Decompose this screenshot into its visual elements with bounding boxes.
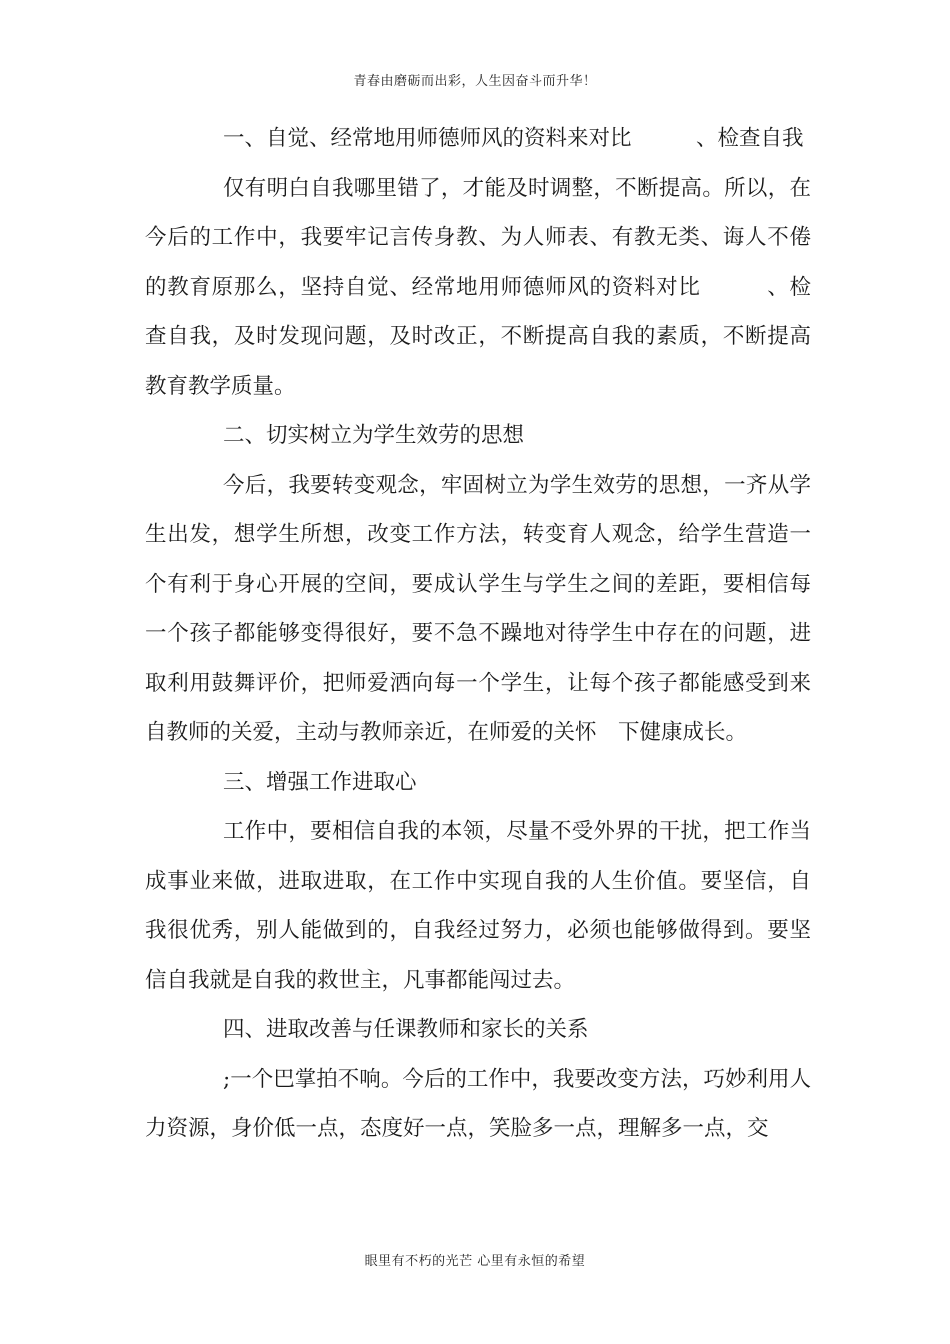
document-body <box>145 114 811 1154</box>
paragraph-2: 今后，我要转变观念，牢固树立为学生效劳的思想，一齐从学生出发，想学生所想，改变工作方法，转变育人观念，给学生营造一个有利于身心开展的空间，要成认学生与学生之间的差距，要相信每一个孩子都能够变得很好，要不急不躁地对待学生中存在的问题，进取利用鼓舞评价，把师爱洒向每一个学生，让每个孩子都能感受到来自教师的关爱，主动与教师亲近，在师爱的关怀 下健康成长。 <box>145 472 811 745</box>
page-header-motto: 青春由磨砺而出彩，人生因奋斗而升华！ <box>353 74 597 89</box>
heading-1: 一、自觉、经常地用师德师风的资料来对比 、检查自我 <box>223 126 804 151</box>
paragraph-1: 仅有明白自我哪里错了，才能及时调整，不断提高。所以，在今后的工作中，我要牢记言传身教、为人师表、有教无类、诲人不倦的教育原那么，坚持自觉、经常地用师德师风的资料对比 、检查自我，及时发现问题，及时改正，不断提高自我的素质，不断提高教育教学质量。 <box>145 175 811 399</box>
page-footer-motto: 眼里有不朽的光芒 心里有永恒的希望 <box>364 1254 586 1269</box>
heading-2: 二、切实树立为学生效劳的思想 <box>223 423 525 448</box>
heading-3: 三、增强工作进取心 <box>223 769 417 795</box>
paragraph-3: 工作中，要相信自我的本领，尽量不受外界的干扰，把工作当成事业来做，进取进取，在工作中实现自我的人生价值。要坚信，自我很优秀，别人能做到的，自我经过努力，必须也能够做得到。要坚信自我就是自我的救世主，凡事都能闯过去。 <box>145 819 811 993</box>
paragraph-4: ;一个巴掌拍不响。今后的工作中，我要改变方法，巧妙利用人力资源，身价低一点，态度好一点，笑脸多一点，理解多一点，交 <box>145 1066 811 1141</box>
heading-4: 四、进取改善与任课教师和家长的关系 <box>223 1017 589 1042</box>
